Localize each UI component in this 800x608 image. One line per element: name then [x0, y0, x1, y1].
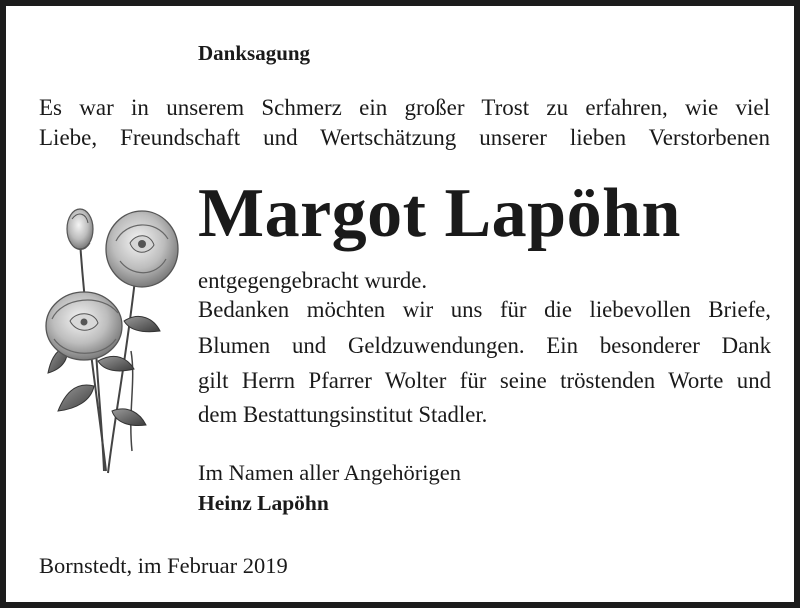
roses-icon: [36, 201, 186, 476]
intro-line-2: Liebe, Freundschaft und Wertschätzung unserer lieben Verstorbenen: [39, 125, 770, 150]
body-line: gilt Herrn Pfarrer Wolter für seine tröstenden Worte und: [198, 368, 771, 393]
body-line: entgegengebracht wurde.: [198, 268, 428, 293]
body-line: dem Bestattungsinstitut Stadler.: [198, 402, 488, 427]
notice-heading: Danksagung: [198, 41, 311, 65]
deceased-name: Margot Lapöhn: [198, 175, 681, 252]
body-line: Bedanken möchten wir uns für die liebevollen Briefe,: [198, 297, 771, 322]
signature-name: Heinz Lapöhn: [198, 491, 329, 515]
body-line: Blumen und Geldzuwendungen. Ein besonderer Dank: [198, 333, 771, 358]
signature-intro: Im Namen aller Angehörigen: [198, 460, 462, 485]
place-date: Bornstedt, im Februar 2019: [39, 553, 288, 578]
intro-line-1: Es war in unserem Schmerz ein großer Trost zu erfahren, wie viel: [39, 95, 770, 120]
